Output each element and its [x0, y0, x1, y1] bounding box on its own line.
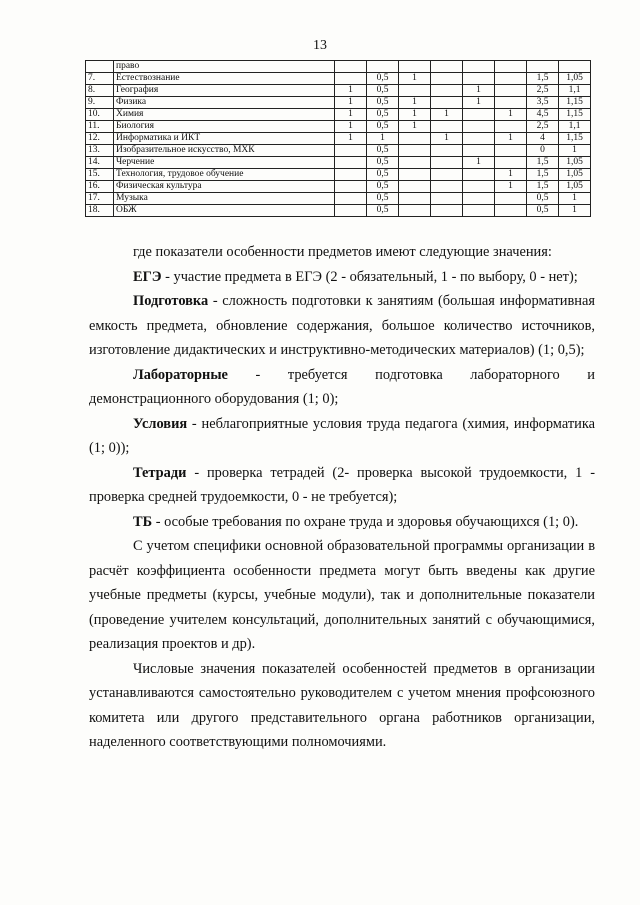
prep-description: - сложность подготовки к занятиям (большая информативная емкость предмета, обновление содержания, большое количество источников, изготовление дидактических и инструктивно-методических материалов) (1; 0,5); [89, 293, 595, 358]
table-cell [495, 85, 527, 97]
table-cell: 0,5 [367, 169, 399, 181]
safety-definition [89, 510, 595, 535]
table-cell [399, 205, 431, 217]
conditions-term: Условия [133, 415, 188, 432]
notebooks-description: - проверка тетрадей (2- проверка высокой трудоемкости, 1 - проверка средней трудоемкости, 0 - не требуется); [89, 464, 595, 505]
table-cell [399, 61, 431, 73]
table-cell: 1,1 [559, 121, 591, 133]
table-cell [399, 157, 431, 169]
table-cell [335, 73, 367, 85]
table-cell: 1,15 [559, 97, 591, 109]
table-cell: 0,5 [367, 85, 399, 97]
table-cell: Биология [114, 121, 335, 133]
table-cell [495, 61, 527, 73]
table-cell: 3,5 [527, 97, 559, 109]
table-cell [399, 133, 431, 145]
table-cell: 1 [399, 73, 431, 85]
table-cell: 1,5 [527, 73, 559, 85]
table-cell: 0,5 [527, 205, 559, 217]
table-cell: 1 [399, 97, 431, 109]
ege-term: ЕГЭ [133, 268, 162, 285]
safety-term: ТБ [133, 513, 153, 530]
table-row [86, 181, 591, 193]
lab-definition [89, 363, 595, 412]
document-body [89, 240, 595, 755]
table-cell: 0,5 [367, 181, 399, 193]
prep-definition [89, 289, 595, 363]
table-cell: 1 [495, 181, 527, 193]
table-cell: 0 [527, 145, 559, 157]
table-row [86, 169, 591, 181]
table-cell: 1 [335, 133, 367, 145]
table-cell: 15. [86, 169, 114, 181]
table-cell: 1,05 [559, 169, 591, 181]
numeric-values-paragraph: Числовые значения показателей особенностей предметов в организации устанавливаются самостоятельно руководителем с учетом мнения профсоюзного комитета или другого представительного органа работников организации, наделенного соответствующими полномочиями. [89, 660, 595, 750]
table-cell [431, 205, 463, 217]
notebooks-definition [89, 461, 595, 510]
table-cell [431, 193, 463, 205]
table-row [86, 109, 591, 121]
table-row [86, 121, 591, 133]
page-number: 13 [313, 38, 327, 53]
table-cell [335, 193, 367, 205]
table-cell: 17. [86, 193, 114, 205]
table-cell [431, 61, 463, 73]
table-cell [463, 121, 495, 133]
table-cell: Информатика и ИКТ [114, 133, 335, 145]
table-cell: 0,5 [367, 193, 399, 205]
lab-term: Лабораторные [133, 366, 228, 383]
table-cell: Химия [114, 109, 335, 121]
table-cell: 12. [86, 133, 114, 145]
table-cell: 1,05 [559, 157, 591, 169]
table-cell: 2,5 [527, 85, 559, 97]
table-cell: 2,5 [527, 121, 559, 133]
table-cell [335, 181, 367, 193]
table-row [86, 85, 591, 97]
table-cell: Изобразительное искусство, МХК [114, 145, 335, 157]
table-cell: 0,5 [367, 97, 399, 109]
table-cell: 1 [495, 109, 527, 121]
table-cell [495, 145, 527, 157]
table-cell: 16. [86, 181, 114, 193]
table-cell [431, 85, 463, 97]
table-cell: 4,5 [527, 109, 559, 121]
lab-description: - требуется подготовка лабораторного и демонстрационного оборудования (1; 0); [89, 366, 595, 407]
table-cell [367, 61, 399, 73]
table-cell: 1,05 [559, 73, 591, 85]
table-cell: 1 [463, 97, 495, 109]
table-cell [431, 157, 463, 169]
table-cell: 14. [86, 157, 114, 169]
table-cell [495, 121, 527, 133]
table-cell: 1 [335, 121, 367, 133]
table-cell [335, 205, 367, 217]
table-row [86, 133, 591, 145]
table-cell: 7. [86, 73, 114, 85]
table-cell [335, 145, 367, 157]
table-cell: 0,5 [367, 73, 399, 85]
table-cell: 1,5 [527, 169, 559, 181]
table-cell [335, 169, 367, 181]
table-cell: 0,5 [527, 193, 559, 205]
table-cell [495, 205, 527, 217]
table-cell: 1 [463, 157, 495, 169]
table-cell [463, 73, 495, 85]
table-cell: Физическая культура [114, 181, 335, 193]
table-cell: Музыка [114, 193, 335, 205]
subjects-table [85, 60, 591, 217]
table-cell: 1 [431, 133, 463, 145]
table-cell [86, 61, 114, 73]
table-row [86, 145, 591, 157]
table-cell [399, 193, 431, 205]
table-cell [559, 61, 591, 73]
table-cell: 1 [399, 121, 431, 133]
table-cell: 18. [86, 205, 114, 217]
table-cell: 1 [559, 205, 591, 217]
conditions-definition [89, 412, 595, 461]
table-cell [463, 205, 495, 217]
table-cell: 9. [86, 97, 114, 109]
table-cell: 10. [86, 109, 114, 121]
table-cell: 0,5 [367, 205, 399, 217]
table-cell [463, 109, 495, 121]
table-cell [399, 145, 431, 157]
table-cell: 1 [335, 109, 367, 121]
table-cell: 8. [86, 85, 114, 97]
table-cell: 1,15 [559, 133, 591, 145]
table-cell: 4 [527, 133, 559, 145]
table-cell: 1 [495, 133, 527, 145]
table-cell: 11. [86, 121, 114, 133]
table-cell [335, 61, 367, 73]
table-cell [431, 97, 463, 109]
table-cell: 1 [495, 169, 527, 181]
table-cell [495, 193, 527, 205]
ege-definition [89, 265, 595, 290]
table-cell [431, 169, 463, 181]
table-cell: 1 [367, 133, 399, 145]
table-cell: Естествознание [114, 73, 335, 85]
table-cell [463, 193, 495, 205]
table-cell: Черчение [114, 157, 335, 169]
table-cell: 1 [463, 85, 495, 97]
table-cell [431, 181, 463, 193]
table-cell [463, 169, 495, 181]
safety-description: - особые требования по охране труда и здоровья обучающихся (1; 0). [152, 513, 579, 530]
notebooks-term: Тетради [133, 464, 187, 481]
table-cell [431, 145, 463, 157]
table-row [86, 73, 591, 85]
table-cell [463, 145, 495, 157]
table-cell [399, 85, 431, 97]
table-cell: 1 [335, 97, 367, 109]
table-cell [335, 157, 367, 169]
table-cell [495, 157, 527, 169]
table-cell [399, 169, 431, 181]
table-cell [463, 133, 495, 145]
ege-description: - участие предмета в ЕГЭ (2 - обязательный, 1 - по выбору, 0 - нет); [161, 268, 578, 285]
table-cell: 1,5 [527, 181, 559, 193]
table-cell: Физика [114, 97, 335, 109]
table-cell: 1,05 [559, 181, 591, 193]
table-cell [463, 61, 495, 73]
table-cell [431, 73, 463, 85]
table-row [86, 61, 591, 73]
table-cell: 1 [399, 109, 431, 121]
table-cell: 1 [335, 85, 367, 97]
specifics-paragraph: С учетом специфики основной образовательной программы организации в расчёт коэффициента особенности предмета могут быть введены как другие учебные предметы (курсы, учебные модули), так и дополнительные показатели (проведение учителем консультаций, дополнительных занятий с обучающимися, реализация проектов и др). [89, 538, 595, 652]
table-row [86, 205, 591, 217]
table-cell: 1,5 [527, 157, 559, 169]
table-cell: География [114, 85, 335, 97]
table-cell: 0,5 [367, 157, 399, 169]
table-cell: 0,5 [367, 145, 399, 157]
table-cell: 0,5 [367, 109, 399, 121]
table-cell: Технология, трудовое обучение [114, 169, 335, 181]
intro-paragraph: где показатели особенности предметов имеют следующие значения: [133, 244, 552, 260]
table-cell: 1,1 [559, 85, 591, 97]
table-cell: 1 [431, 109, 463, 121]
table-cell: 0,5 [367, 121, 399, 133]
table-cell [463, 181, 495, 193]
table-cell [527, 61, 559, 73]
table-cell: ОБЖ [114, 205, 335, 217]
table-cell: право [114, 61, 335, 73]
table-cell [431, 121, 463, 133]
table-cell: 13. [86, 145, 114, 157]
conditions-description: - неблагоприятные условия труда педагога (химия, информатика (1; 0)); [89, 415, 595, 456]
prep-term: Подготовка [133, 293, 209, 309]
table-cell: 1,15 [559, 109, 591, 121]
table-cell [399, 181, 431, 193]
table-row [86, 157, 591, 169]
table-cell [495, 73, 527, 85]
table-cell [495, 97, 527, 109]
table-row [86, 193, 591, 205]
table-cell: 1 [559, 193, 591, 205]
table-row [86, 97, 591, 109]
table-cell: 1 [559, 145, 591, 157]
